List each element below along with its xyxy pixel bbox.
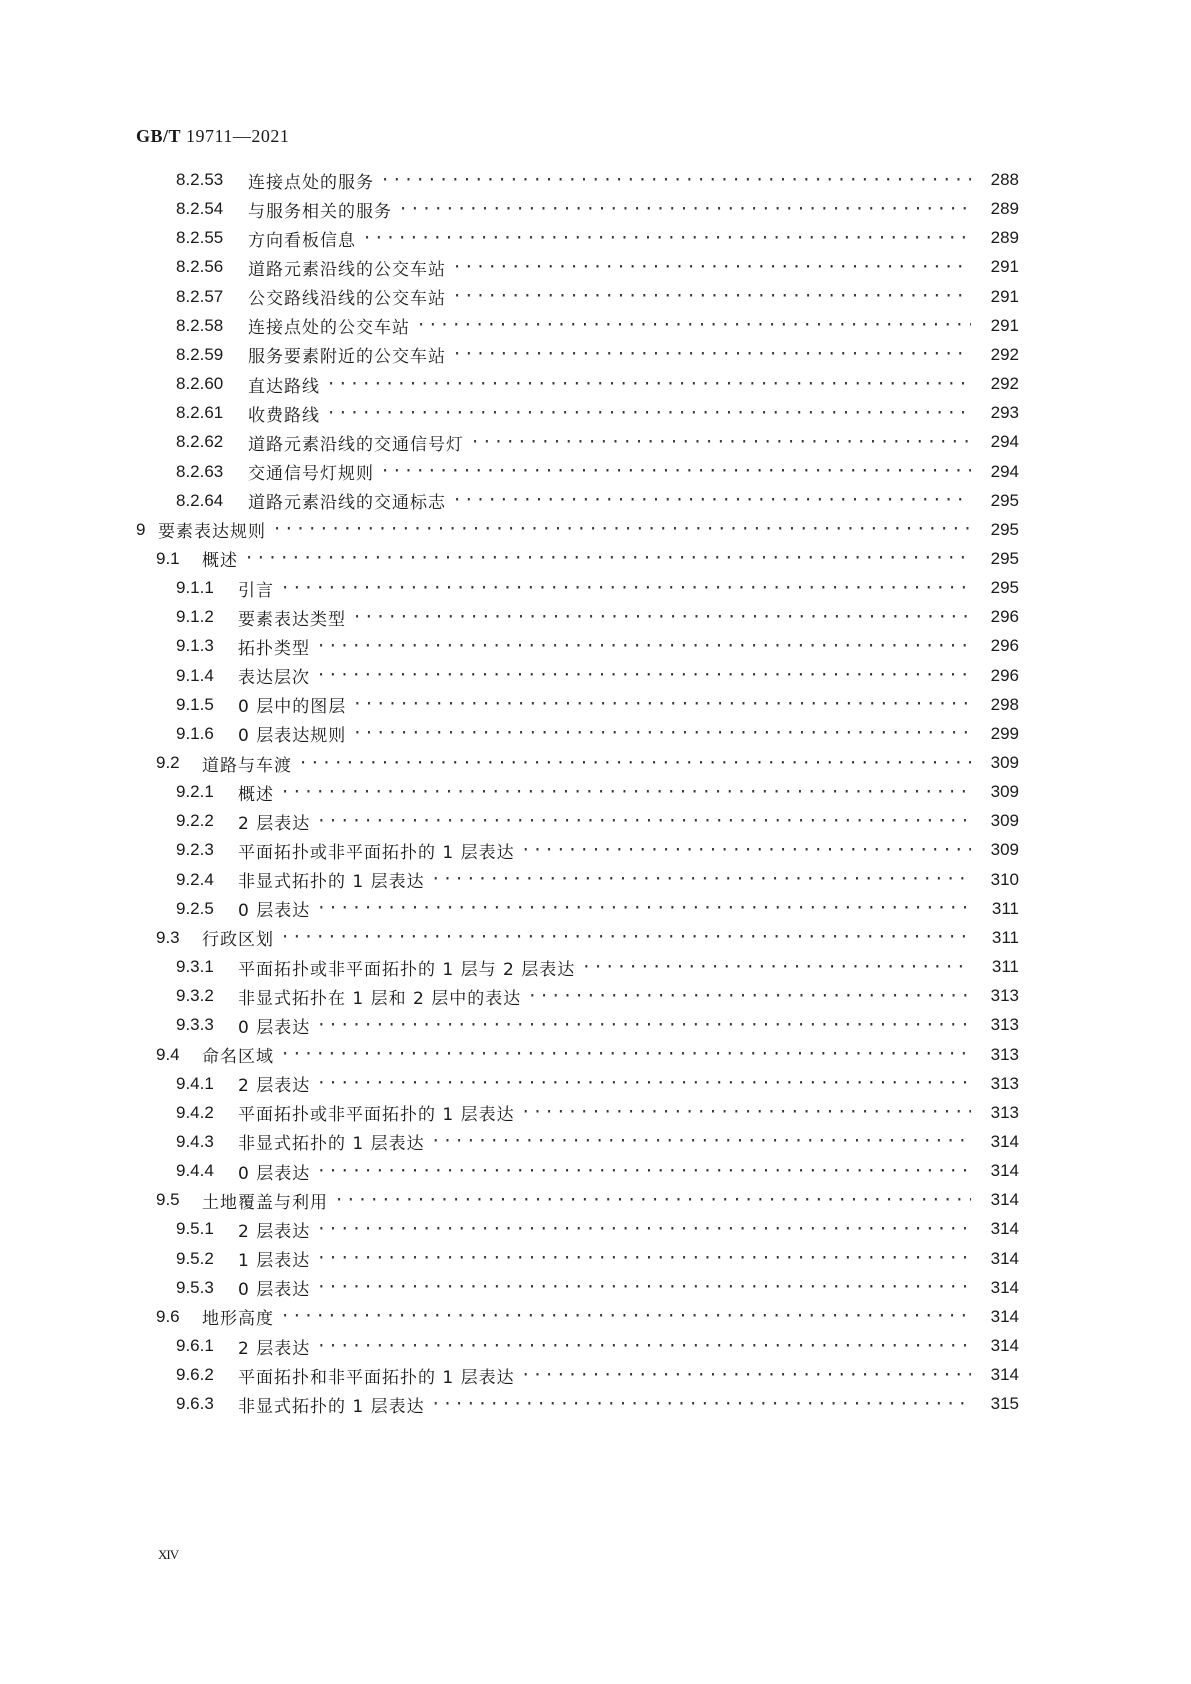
toc-entry-title: 连接点处的服务: [248, 172, 374, 193]
toc-entry[interactable]: [176, 1127, 1019, 1157]
toc-leader-dots: [527, 987, 971, 1006]
toc-entry-title: 非显式拓扑的 1 层表达: [238, 1396, 425, 1417]
toc-leader-dots: [316, 812, 971, 831]
toc-entry[interactable]: [156, 1040, 1019, 1070]
toc-leader-dots: [352, 724, 971, 743]
toc-entry-number: 9: [136, 519, 146, 539]
toc-entry-title: 拓扑类型: [238, 638, 310, 659]
toc-leader-dots: [316, 1337, 971, 1356]
toc-entry-page: 298: [990, 694, 1019, 714]
toc-entry-number: 9.2.2: [176, 811, 214, 831]
toc-entry-title: 行政区划: [202, 930, 274, 951]
toc-leader-dots: [280, 1045, 971, 1064]
toc-entry-title: 道路元素沿线的公交车站: [248, 259, 446, 280]
toc-entry-number: 9.1.4: [176, 665, 214, 685]
toc-leader-dots: [316, 899, 971, 918]
toc-entry-title: 要素表达规则: [158, 522, 266, 543]
toc-entry-page: 313: [990, 1102, 1019, 1122]
toc-entry-number: 9.3.2: [176, 986, 214, 1006]
toc-entry-title: 平面拓扑和非平面拓扑的 1 层表达: [238, 1367, 515, 1388]
toc-entry-page: 291: [990, 286, 1019, 306]
toc-leader-dots: [316, 1074, 971, 1093]
toc-leader-dots: [298, 754, 971, 773]
toc-entry-page: 288: [990, 170, 1019, 189]
toc-entry-title: 平面拓扑或非平面拓扑的 1 层表达: [238, 1105, 515, 1126]
toc-leader-dots: [316, 666, 971, 685]
toc-leader-dots: [280, 928, 971, 947]
toc-entry[interactable]: [176, 806, 1019, 836]
toc-entry-title: 引言: [238, 580, 274, 601]
toc-entry-number: 9.2.5: [176, 898, 214, 918]
toc-entry[interactable]: [176, 1389, 1019, 1419]
toc-entry-page: 295: [990, 490, 1019, 510]
toc-entry-page: 294: [990, 432, 1019, 452]
toc-entry[interactable]: [176, 165, 1019, 195]
toc-leader-dots: [280, 579, 971, 598]
toc-entry-title: 2 层表达: [238, 1338, 311, 1359]
toc-entry[interactable]: [176, 777, 1019, 807]
toc-entry[interactable]: [176, 1331, 1019, 1361]
toc-entry-title: 0 层表达规则: [238, 726, 347, 747]
toc-entry-number: 9.4.2: [176, 1102, 214, 1122]
toc-entry-page: 314: [990, 1336, 1019, 1355]
toc-entry[interactable]: [176, 252, 1019, 282]
toc-entry-number: 8.2.55: [176, 228, 224, 248]
toc-leader-dots: [380, 171, 971, 190]
toc-entry-title: 非显式拓扑的 1 层表达: [238, 1134, 425, 1155]
toc-leader-dots: [352, 695, 971, 714]
toc-entry-title: 要素表达类型: [238, 609, 346, 630]
toc-entry[interactable]: [176, 1273, 1019, 1303]
toc-leader-dots: [431, 1132, 971, 1151]
toc-entry[interactable]: [176, 194, 1019, 224]
toc-entry[interactable]: [176, 894, 1019, 924]
toc-entry-page: 291: [990, 257, 1019, 277]
toc-entry-page: 292: [990, 374, 1019, 394]
toc-entry-number: 9.6.2: [176, 1365, 214, 1385]
toc-entry-page: 295: [990, 548, 1019, 568]
toc-entry-page: 309: [990, 840, 1019, 860]
toc-entry-title: 2 层表达: [238, 1076, 311, 1097]
toc-entry-number: 8.2.57: [176, 286, 224, 306]
toc-leader-dots: [280, 1307, 971, 1326]
toc-entry-number: 9.6: [156, 1306, 180, 1326]
toc-entry-page: 309: [990, 811, 1019, 831]
toc-entry-page: 294: [990, 461, 1019, 481]
toc-entry-title: 土地覆盖与利用: [202, 1192, 328, 1213]
toc-entry[interactable]: [176, 1244, 1019, 1274]
toc-entry-title: 地形高度: [202, 1309, 274, 1330]
toc-entry-page: 293: [990, 403, 1019, 423]
toc-entry[interactable]: [176, 1214, 1019, 1244]
toc-entry-title: 1 层表达: [238, 1251, 311, 1272]
toc-entry-number: 9.2.1: [176, 782, 214, 802]
toc-entry-title: 平面拓扑或非平面拓扑的 1 层与 2 层表达: [238, 959, 576, 980]
toc-entry-number: 9.1.3: [176, 636, 214, 656]
toc-entry-page: 313: [990, 1015, 1019, 1035]
toc-entry-title: 2 层表达: [238, 813, 311, 834]
toc-entry-number: 8.2.64: [176, 490, 224, 510]
toc-entry-title: 0 层表达: [238, 1163, 311, 1184]
toc-entry-number: 9.3: [156, 927, 180, 947]
toc-entry-page: 295: [990, 578, 1019, 598]
toc-leader-dots: [280, 783, 971, 802]
toc-entry-title: 道路与车渡: [202, 755, 292, 776]
toc-entry-title: 0 层表达: [238, 1280, 311, 1301]
toc-entry-number: 9.1.1: [176, 578, 214, 598]
toc-entry[interactable]: [176, 981, 1019, 1011]
toc-entry-title: 连接点处的公交车站: [248, 318, 410, 339]
toc-leader-dots: [431, 870, 971, 889]
toc-entry-title: 公交路线沿线的公交车站: [248, 289, 446, 310]
toc-entry-title: 平面拓扑或非平面拓扑的 1 层表达: [238, 842, 515, 863]
toc-entry-page: 314: [990, 1161, 1019, 1181]
toc-entry-number: 9.5.3: [176, 1277, 214, 1297]
toc-entry-page: 310: [990, 869, 1019, 889]
toc-entry[interactable]: [176, 1069, 1019, 1099]
toc-entry-number: 9.5.1: [176, 1219, 214, 1239]
toc-entry-number: 9.1.5: [176, 694, 214, 714]
toc-entry[interactable]: [156, 748, 1019, 778]
toc-leader-dots: [316, 1220, 971, 1239]
toc-entry-title: 与服务相关的服务: [248, 201, 392, 222]
toc-entry-page: 311: [991, 898, 1019, 918]
toc-entry-number: 9.4: [156, 1044, 180, 1064]
toc-leader-dots: [470, 433, 971, 452]
toc-entry-page: 313: [990, 986, 1019, 1006]
toc-entry[interactable]: [176, 457, 1019, 487]
toc-entry[interactable]: [176, 223, 1019, 253]
toc-entry[interactable]: [156, 923, 1019, 953]
toc-leader-dots: [316, 1162, 971, 1181]
toc-entry-page: 313: [990, 1044, 1019, 1064]
standard-code: 19711—2021: [186, 126, 290, 146]
toc-leader-dots: [380, 462, 971, 481]
toc-entry-number: 9.2: [156, 753, 180, 772]
toc-entry[interactable]: [176, 952, 1019, 982]
toc-entry-title: 道路元素沿线的交通信号灯: [248, 434, 464, 455]
toc-leader-dots: [521, 1366, 971, 1385]
toc-entry-number: 9.4.3: [176, 1131, 214, 1151]
toc-entry-number: 8.2.59: [176, 344, 224, 364]
toc-entry-number: 8.2.62: [176, 432, 224, 452]
toc-entry-title: 0 层表达: [238, 901, 311, 922]
toc-leader-dots: [521, 841, 971, 860]
toc-entry-number: 9.2.3: [176, 840, 214, 860]
toc-entry[interactable]: [176, 282, 1019, 312]
toc-entry[interactable]: [156, 544, 1019, 574]
toc-entry-page: 292: [990, 344, 1019, 364]
toc-leader-dots: [581, 958, 971, 977]
toc-entry-page: 289: [990, 228, 1019, 248]
toc-leader-dots: [431, 1395, 971, 1414]
toc-entry-page: 296: [990, 636, 1019, 656]
toc-leader-dots: [352, 608, 971, 627]
toc-entry-number: 8.2.63: [176, 461, 224, 481]
toc-entry-title: 2 层表达: [238, 1221, 311, 1242]
toc-entry[interactable]: [176, 690, 1019, 720]
toc-entry-number: 9.6.3: [176, 1394, 214, 1414]
toc-entry-number: 8.2.53: [176, 170, 224, 189]
toc-entry[interactable]: [156, 1302, 1019, 1332]
toc-entry[interactable]: [176, 1156, 1019, 1186]
toc-entry-title: 命名区域: [202, 1047, 274, 1067]
toc-entry-page: 309: [990, 753, 1019, 772]
standard-prefix: GB/T: [136, 126, 182, 146]
toc-entry-number: 8.2.61: [176, 403, 224, 423]
toc-entry-page: 309: [990, 782, 1019, 802]
toc-entry[interactable]: [176, 427, 1019, 457]
toc-entry-number: 9.5.2: [176, 1248, 214, 1268]
toc-entry-page: 314: [990, 1248, 1019, 1268]
toc-leader-dots: [316, 1016, 971, 1035]
toc-leader-dots: [398, 200, 971, 219]
toc-entry[interactable]: [176, 602, 1019, 632]
toc-entry[interactable]: [176, 661, 1019, 691]
toc-entry-page: 296: [990, 665, 1019, 685]
toc-leader-dots: [316, 1278, 971, 1297]
toc-leader-dots: [316, 1249, 971, 1268]
toc-leader-dots: [244, 549, 971, 568]
toc-entry-title: 概述: [202, 551, 238, 572]
toc-entry[interactable]: [176, 835, 1019, 865]
toc-entry-number: 9.1.6: [176, 723, 214, 743]
toc-entry-title: 道路元素沿线的交通标志: [248, 493, 446, 514]
toc-leader-dots: [452, 287, 971, 306]
toc-entry-title: 0 层中的图层: [238, 697, 347, 718]
toc-leader-dots: [362, 229, 971, 248]
toc-entry-page: 314: [990, 1131, 1019, 1151]
toc-entry-number: 8.2.60: [176, 374, 224, 394]
toc-leader-dots: [272, 520, 971, 539]
toc-entry[interactable]: [176, 340, 1019, 370]
page-number: XIV: [158, 1547, 179, 1562]
toc-leader-dots: [452, 345, 971, 364]
toc-entry-page: 314: [990, 1306, 1019, 1326]
toc-entry-title: 表达层次: [238, 668, 310, 689]
toc-entry[interactable]: [176, 631, 1019, 661]
toc-entry-number: 8.2.56: [176, 257, 224, 277]
toc-entry[interactable]: [176, 1010, 1019, 1040]
toc-leader-dots: [416, 316, 971, 335]
toc-entry-number: 9.5: [156, 1190, 180, 1210]
toc-entry-number: 9.6.1: [176, 1336, 214, 1355]
toc-entry-number: 9.3.3: [176, 1015, 214, 1035]
toc-entry-page: 311: [991, 927, 1019, 947]
toc-entry-number: 9.3.1: [176, 957, 214, 977]
toc-entry-number: 8.2.58: [176, 315, 224, 335]
toc-entry-page: 315: [990, 1394, 1019, 1414]
toc-entry[interactable]: [176, 311, 1019, 341]
toc-entry-page: 291: [990, 315, 1019, 335]
toc-leader-dots: [452, 491, 971, 510]
toc-leader-dots: [334, 1191, 971, 1210]
toc-entry[interactable]: [176, 1360, 1019, 1390]
toc-entry[interactable]: [176, 1098, 1019, 1128]
toc-entry-number: 9.4.1: [176, 1073, 214, 1093]
toc-entry[interactable]: [176, 398, 1019, 428]
toc-entry[interactable]: [156, 1185, 1019, 1215]
toc-entry-title: 概述: [238, 784, 274, 805]
toc-leader-dots: [452, 258, 971, 277]
toc-entry-page: 314: [990, 1365, 1019, 1385]
toc-entry-number: 9.1.2: [176, 607, 214, 627]
toc-entry-page: 311: [991, 957, 1019, 977]
toc-entry-title: 服务要素附近的公交车站: [248, 347, 446, 368]
toc-entry-title: 方向看板信息: [248, 230, 356, 251]
toc-entry-number: 9.4.4: [176, 1161, 214, 1181]
toc-leader-dots: [521, 1103, 971, 1122]
toc-entry-page: 313: [990, 1073, 1019, 1093]
toc-entry-number: 8.2.54: [176, 199, 224, 219]
toc-entry[interactable]: [176, 369, 1019, 399]
toc-entry-title: 非显式拓扑在 1 层和 2 层中的表达: [238, 988, 522, 1009]
toc-entry-page: 299: [990, 723, 1019, 743]
toc-entry-page: 314: [990, 1219, 1019, 1239]
standard-number: [136, 126, 289, 147]
toc-leader-dots: [316, 637, 971, 656]
toc-entry[interactable]: [176, 865, 1019, 895]
toc-leader-dots: [326, 404, 971, 423]
toc-entry-title: 直达路线: [248, 376, 320, 397]
toc-entry[interactable]: [176, 573, 1019, 603]
toc-entry-page: 295: [990, 519, 1019, 539]
toc-entry-page: 314: [990, 1190, 1019, 1210]
toc-entry-title: 交通信号灯规则: [248, 464, 374, 484]
toc-entry[interactable]: [176, 719, 1019, 749]
toc-entry-title: 非显式拓扑的 1 层表达: [238, 872, 425, 893]
toc-entry[interactable]: [176, 486, 1019, 516]
toc-entry-page: 289: [990, 199, 1019, 219]
toc-entry-page: 314: [990, 1277, 1019, 1297]
toc-entry-title: 收费路线: [248, 405, 320, 426]
toc-leader-dots: [326, 375, 971, 394]
toc-entry-page: 296: [990, 607, 1019, 627]
toc-entry-title: 0 层表达: [238, 1017, 311, 1038]
toc-entry-number: 9.2.4: [176, 869, 214, 889]
toc-entry[interactable]: [136, 515, 1019, 545]
toc-entry-number: 9.1: [156, 548, 180, 568]
